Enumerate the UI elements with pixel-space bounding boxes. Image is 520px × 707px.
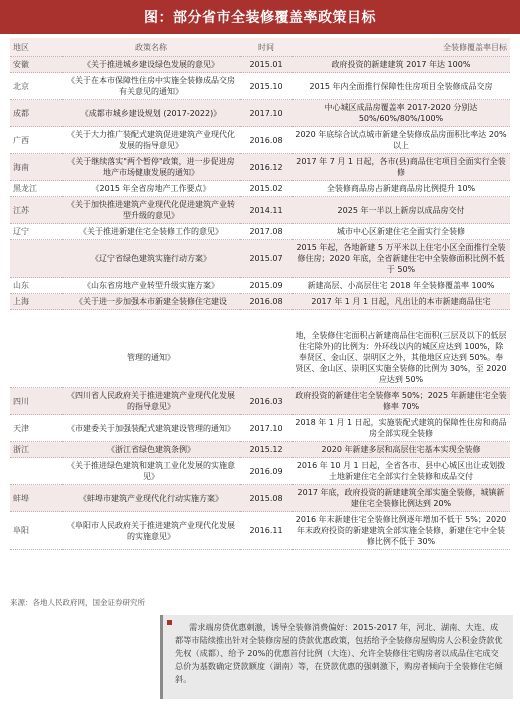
column-header-policy: 政策名称 [62,38,240,57]
table-cell-region: 黑龙江 [10,181,62,197]
table-cell-policy: 《成都市城乡建设规划 (2017-2022)》 [62,100,240,127]
table-cell-region [10,328,62,388]
table-cell-policy: 《关于推进新建住宅全装修工作的意见》 [62,224,240,240]
table-cell-policy: 《关于推进城乡建设绿色发展的意见》 [62,57,240,73]
table-cell-region: 山东 [10,278,62,294]
table-cell-target: 2015 年内全面推行保障性住房项目全装修成品交房 [292,73,510,100]
table-row [10,415,510,442]
policy-table [10,38,510,550]
table-cell-target: 2017 年 7 月 1 日起，各市(县)商品住宅项目全面实行全装修 [292,154,510,181]
table-cell-time: 2015.02 [240,181,292,197]
table-row [10,512,510,550]
table-cell-time: 2015.10 [240,73,292,100]
table-row [10,181,510,197]
table-cell-time: 2016.11 [240,512,292,550]
table-cell-target: 政府投资的新建住宅全装修率 50%；2025 年新建住宅全装修率 70% [292,388,510,415]
table-cell-time: 2016.03 [240,388,292,415]
table-cell-policy: 《四川省人民政府关于推进建筑产业现代化发展的指导意见》 [62,388,240,415]
table-row [10,224,510,240]
table-cell-policy: 《蚌埠市建筑产业现代化行动实施方案》 [62,485,240,512]
table-row [10,278,510,294]
table-cell-time: 2015.12 [240,442,292,458]
table-row [10,485,510,512]
commentary-text: 需求端房贷优惠刺激，诱导全装修消费偏好：2015-2017 年，河北、湖南、大连、成都等市陆续推出针对全装修房屋的贷款优惠政策，包括给予全装修房屋购房人公积金贷款优先权（成都）、给予 20%的优惠首付比例（大连）、允许全装修住宅购房者以成品住宅成交总价为基数确定贷款额度（湖南）等，在贷款优惠的强刺激下，购房者倾向于全装修住宅倾斜。 [175,622,503,684]
table-cell-region: 阜阳 [10,512,62,550]
table-cell-region: 成都 [10,100,62,127]
table-row [10,154,510,181]
table-cell-time: 2016.09 [240,458,292,485]
table-row [10,100,510,127]
column-header-target: 全装修覆盖率目标 [292,38,510,57]
table-cell-policy: 《关于进一步加强本市新建全装修住宅建设 [62,294,240,310]
column-header-region: 地区 [10,38,62,57]
table-cell-region: 海南 [10,154,62,181]
table-cell-policy: 《关于加快推进建筑产业现代化促进建筑产业转型升级的意见》 [62,197,240,224]
table-cell-policy: 《浙江省绿色建筑条例》 [62,442,240,458]
table-cell-time [240,328,292,388]
title-text: 图：部分省市全装修覆盖率政策目标 [144,10,376,26]
table-row [10,57,510,73]
table-cell-time: 2015.09 [240,278,292,294]
source-note: 来源：各地人民政府网，国金证券研究所 [10,598,145,607]
table-row [10,197,510,224]
table-cell-target: 2016 年 10 月 1 日起，全省各市、县中心城区出让或划拨土地新建住宅全部实行全装修和成品交付 [292,458,510,485]
table-cell-region: 江苏 [10,197,62,224]
table-cell-target: 新建高层、小高层住宅 2018 年全装修覆盖率 100% [292,278,510,294]
table-row [10,388,510,415]
table-cell-target: 全装修商品房占新建商品房比例提升 10% [292,181,510,197]
table-cell-target: 政府投资的新建建筑 2017 年达 100% [292,57,510,73]
table-cell-policy: 《市建委关于加强装配式建筑建设管理的通知》 [62,415,240,442]
table-cell-time: 2016.08 [240,294,292,310]
table-cell-time: 2014.11 [240,197,292,224]
table-cell-time: 2017.10 [240,415,292,442]
table-cell-time: 2017.08 [240,224,292,240]
table-cell-target: 2017 年底，政府投资的新建建筑全部实施全装修，城镇新建住宅全装修比例达到 20% [292,485,510,512]
table-cell-target: 2016 年末新建住宅全装修比例逐年增加不低于 5%；2020 年末政府投资的新建建筑全部实施全装修，新建住宅中全装修比例不低于 30% [292,512,510,550]
table-cell-region [10,458,62,485]
table-cell-region: 蚌埠 [10,485,62,512]
table-cell-region: 北京 [10,73,62,100]
table-cell-policy: 《山东省房地产业转型升级实施方案》 [62,278,240,294]
table-cell-region: 安徽 [10,57,62,73]
table-cell-region: 广西 [10,127,62,154]
policy-table-container [10,38,510,550]
table-row [10,240,510,278]
table-cell-target: 2020 年新建多层和高层住宅基本实现全装修 [292,442,510,458]
table-cell-region: 浙江 [10,442,62,458]
table-header-row [10,38,510,57]
table-cell-policy: 《关于继续落实"两个暂停"政策，进一步促进房地产市场健康发展的通知》 [62,154,240,181]
table-cell-policy: 管理的通知》 [62,328,240,388]
table-cell-target: 中心城区成品房覆盖率 2017-2020 分别达 50%/60%/80%/100% [292,100,510,127]
table-cell-time: 2015.01 [240,57,292,73]
table-cell-policy: 《关于大力推广装配式建筑促进建筑产业现代化发展的指导意见》 [62,127,240,154]
table-cell-region: 上海 [10,294,62,310]
table-cell-time: 2016.12 [240,154,292,181]
table-cell-time: 2015.07 [240,240,292,278]
bullet-marker [167,620,172,625]
table-cell-target: 城市中心区新建住宅全面实行全装修 [292,224,510,240]
table-cell-time: 2016.08 [240,127,292,154]
table-cell-target: 2020 年底综合试点城市新建全装修成品房面积比率达 20%以上 [292,127,510,154]
table-cell-policy: 《关于推进绿色建筑和建筑工业化发展的实施意见》 [62,458,240,485]
table-row [10,127,510,154]
table-cell-policy: 《辽宁省绿色建筑实施行动方案》 [62,240,240,278]
table-cell-time: 2017.10 [240,100,292,127]
table-cell-region: 天津 [10,415,62,442]
table-cell-target: 2025 年一半以上新房以成品房交付 [292,197,510,224]
table-row [10,458,510,485]
table-cell-policy: 《关于在本市保障性住房中实施全装修成品交房有关意见的通知》 [62,73,240,100]
table-cell-region [10,240,62,278]
table-cell-policy: 《2015 年全省房地产工作要点》 [62,181,240,197]
column-header-time: 时间 [240,38,292,57]
table-cell-target: 2015 年起，各地新建 5 万平米以上住宅小区全面推行全装修住房；2020 年底，全省新建住宅中全装修面积比例不低于 50% [292,240,510,278]
table-cell-target: 2017 年 1 月 1 日起，凡出让的本市新建商品住宅 [292,294,510,310]
page-break-gap [10,310,510,329]
commentary-box [160,615,513,699]
table-row [10,442,510,458]
table-cell-policy: 《阜阳市人民政府关于推进建筑产业现代化发展的实施意见》 [62,512,240,550]
table-row [10,328,510,388]
table-cell-region: 辽宁 [10,224,62,240]
table-cell-target: 2018 年 1 月 1 日起，实施装配式建筑的保障性住房和商品房全部实现全装修 [292,415,510,442]
table-body [10,57,510,550]
table-cell-target: 地，全装修住宅面积占新建商品住宅面积(三层及以下的低层住宅除外)的比例为：外环线以内的城区应达到 100%，除奉贤区、金山区、崇明区之外，其他地区应达到 50%。奉贤区、金山区、崇明区实施全装修的比例为 30%，至 2020 应达到 50% [292,328,510,388]
table-cell-time: 2015.08 [240,485,292,512]
table-cell-region: 四川 [10,388,62,415]
table-row [10,73,510,100]
page-title [0,0,520,34]
table-row [10,294,510,310]
